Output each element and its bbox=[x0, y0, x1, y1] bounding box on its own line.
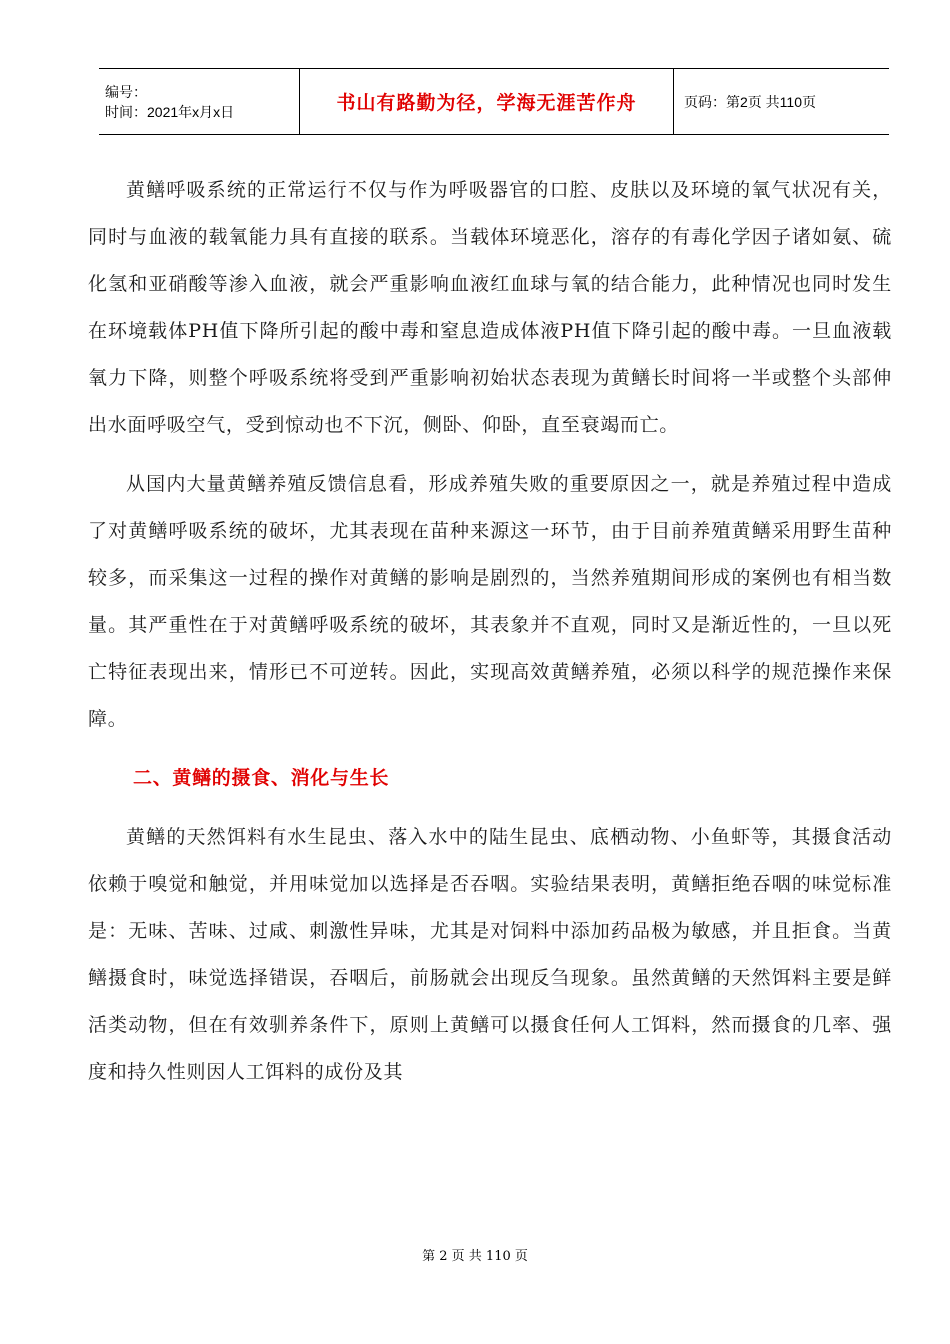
header-page-info: 页码：第2页 共110页 bbox=[684, 93, 816, 110]
paragraph: 黄鳝的天然饵料有水生昆虫、落入水中的陆生昆虫、底栖动物、小鱼虾等，其摄食活动依赖于嗅觉和触觉，并用味觉加以选择是否吞咽。实验结果表明，黄鳝拒绝吞咽的味觉标准是：无味、苦味、过咸、刺激性异味，尤其是对饲料中添加药品极为敏感，并且拒食。当黄鳝摄食时，味觉选择错误，吞咽后，前肠就会出现反刍现象。虽然黄鳝的天然饵料主要是鲜活类动物，但在有效驯养条件下，原则上黄鳝可以摄食任何人工饵料，然而摄食的几率、强度和持久性则因人工饵料的成份及其 bbox=[88, 826, 892, 1083]
section-heading: 二、黄鳝的摄食、消化与生长 bbox=[133, 767, 390, 789]
page-header bbox=[99, 68, 889, 135]
document-date: 时间：2021年x月x日 bbox=[105, 103, 235, 120]
document-body bbox=[88, 167, 892, 1108]
paragraph: 黄鳝呼吸系统的正常运行不仅与作为呼吸器官的口腔、皮肤以及环境的氧气状况有关，同时与血液的载氧能力具有直接的联系。当载体环境恶化，溶存的有毒化学因子诸如氨、硫化氢和亚硝酸等渗入血液，就会严重影响血液红血球与氧的结合能力，此种情况也同时发生在环境载体PH值下降所引起的酸中毒和窒息造成体液PH值下降引起的酸中毒。一旦血液载氧力下降，则整个呼吸系统将受到严重影响初始状态表现为黄鳝长时间将一半或整个头部伸出水面呼吸空气，受到惊动也不下沉，侧卧、仰卧，直至衰竭而亡。 bbox=[88, 179, 892, 436]
header-motto: 书山有路勤为径，学海无涯苦作舟 bbox=[300, 69, 674, 134]
header-meta bbox=[99, 69, 300, 134]
document-number-label: 编号： bbox=[105, 83, 147, 100]
paragraph: 从国内大量黄鳝养殖反馈信息看，形成养殖失败的重要原因之一，就是养殖过程中造成了对黄鳝呼吸系统的破坏，尤其表现在苗种来源这一环节，由于目前养殖黄鳝采用野生苗种较多，而采集这一过程的操作对黄鳝的影响是剧烈的，当然养殖期间形成的案例也有相当数量。其严重性在于对黄鳝呼吸系统的破坏，其表象并不直观，同时又是渐近性的，一旦以死亡特征表现出来，情形已不可逆转。因此，实现高效黄鳝养殖，必须以科学的规范操作来保障。 bbox=[88, 473, 892, 730]
page-footer: 第 2 页 共 110 页 bbox=[422, 1249, 528, 1264]
